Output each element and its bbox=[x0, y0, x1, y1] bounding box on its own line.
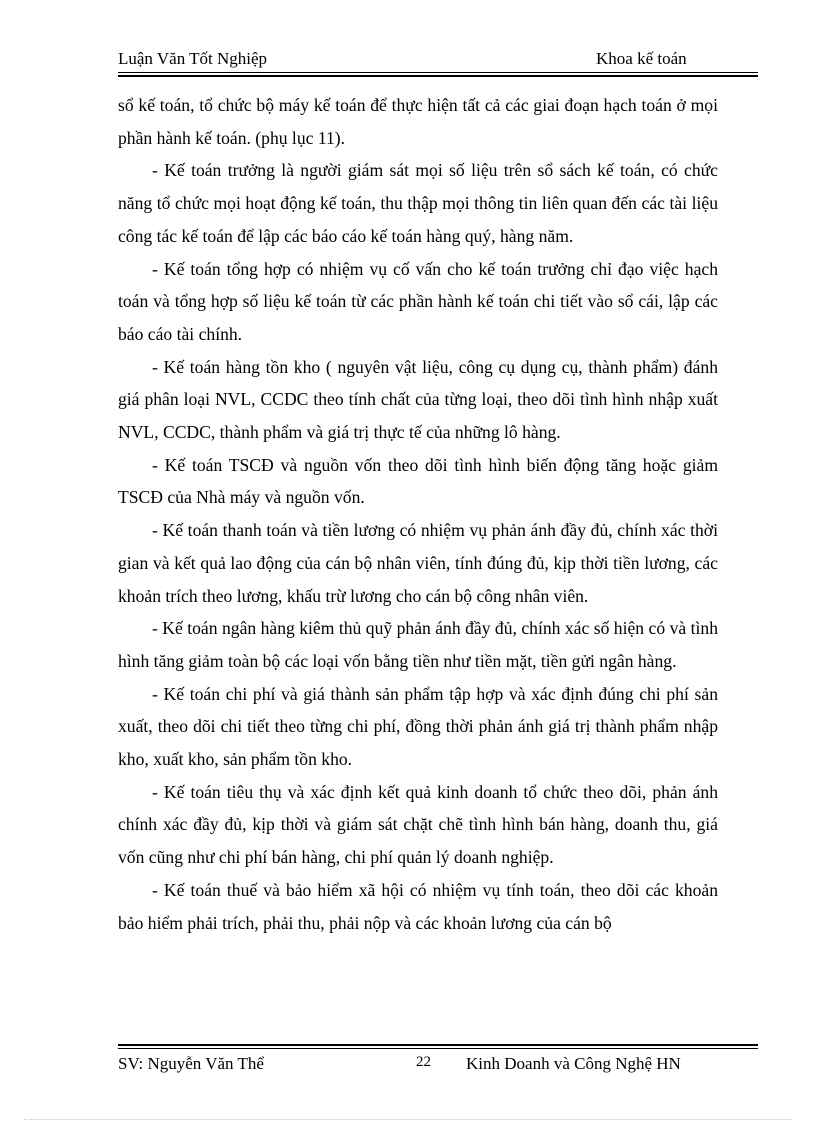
footer-school: Kinh Doanh và Công Nghệ HN bbox=[466, 1054, 681, 1073]
header-faculty: Khoa kế toán bbox=[596, 49, 687, 68]
paragraph-10: - Kế toán thuế và bảo hiểm xã hội có nhiệm vụ tính toán, theo dõi các khoản bảo hiểm phải trích, phải thu, phải nộp và các khoản lương của cán bộ bbox=[118, 879, 718, 933]
page-footer bbox=[118, 1054, 758, 1076]
paragraph-8: - Kế toán chi phí và giá thành sản phẩm tập hợp và xác định đúng chi phí sản xuất, theo dõi chi tiết theo từng chi phí, đồng thời phản ánh giá trị thành phẩm nhập kho, xuất kho, sản phẩm tồn kho. bbox=[118, 683, 718, 770]
footer-rule-bottom bbox=[118, 1048, 758, 1049]
paragraph-1: sổ kế toán, tổ chức bộ máy kế toán để thực hiện tất cả các giai đoạn hạch toán ở mọi phần hành kế toán. (phụ lục 11). bbox=[118, 95, 718, 148]
header-rule-top bbox=[118, 72, 758, 73]
page-bottom-edge bbox=[24, 1119, 792, 1120]
header-rule-bottom bbox=[118, 75, 758, 77]
paragraph-3: - Kế toán tổng hợp có nhiệm vụ cố vấn cho kế toán trưởng chỉ đạo việc hạch toán và tổng hợp số liệu kế toán từ các phần hành kế toán chi tiết vào sổ cái, lập các báo cáo tài chính. bbox=[118, 258, 718, 344]
body-text bbox=[118, 89, 718, 939]
footer-student-name: SV: Nguyễn Văn Thể bbox=[118, 1054, 264, 1073]
footer-rule-top bbox=[118, 1044, 758, 1046]
page-number: 22 bbox=[416, 1054, 431, 1070]
paragraph-7: - Kế toán ngân hàng kiêm thủ quỹ phản ánh đầy đủ, chính xác số hiện có và tình hình tăng giảm toàn bộ các loại vốn bằng tiền như tiền mặt, tiền gửi ngân hàng. bbox=[118, 618, 718, 671]
paragraph-4: - Kế toán hàng tồn kho ( nguyên vật liệu, công cụ dụng cụ, thành phẩm) đánh giá phân loại NVL, CCDC theo tính chất của từng loại, theo dõi tình hình nhập xuất NVL, CCDC, thành phẩm và giá trị thực tế của những lô hàng. bbox=[118, 356, 718, 443]
paragraph-5: - Kế toán TSCĐ và nguồn vốn theo dõi tình hình biến động tăng hoặc giảm TSCĐ của Nhà máy và nguồn vốn. bbox=[118, 454, 718, 508]
header-thesis-title: Luận Văn Tốt Nghiệp bbox=[118, 49, 268, 68]
paragraph-6: - Kế toán thanh toán và tiền lương có nhiệm vụ phản ánh đầy đủ, chính xác thời gian và kết quả lao động của cán bộ nhân viên, tính đúng đủ, kịp thời tiền lương, các khoản trích theo lương, khấu trừ lương cho cán bộ công nhân viên. bbox=[118, 520, 718, 606]
paragraph-9: - Kế toán tiêu thụ và xác định kết quả kinh doanh tổ chức theo dõi, phản ánh chính xác đầy đủ, kịp thời và giám sát chặt chẽ tình hình bán hàng, doanh thu, giá vốn cũng như chi phí bán hàng, chi phí quản lý doanh nghiệp. bbox=[118, 781, 718, 868]
page-header bbox=[118, 49, 758, 71]
paragraph-2: - Kế toán trưởng là người giám sát mọi số liệu trên sổ sách kế toán, có chức năng tổ chức mọi hoạt động kế toán, thu thập mọi thông tin liên quan đến các tài liệu công tác kế toán để lập các báo cáo kế toán hàng quý, hàng năm. bbox=[118, 160, 718, 246]
